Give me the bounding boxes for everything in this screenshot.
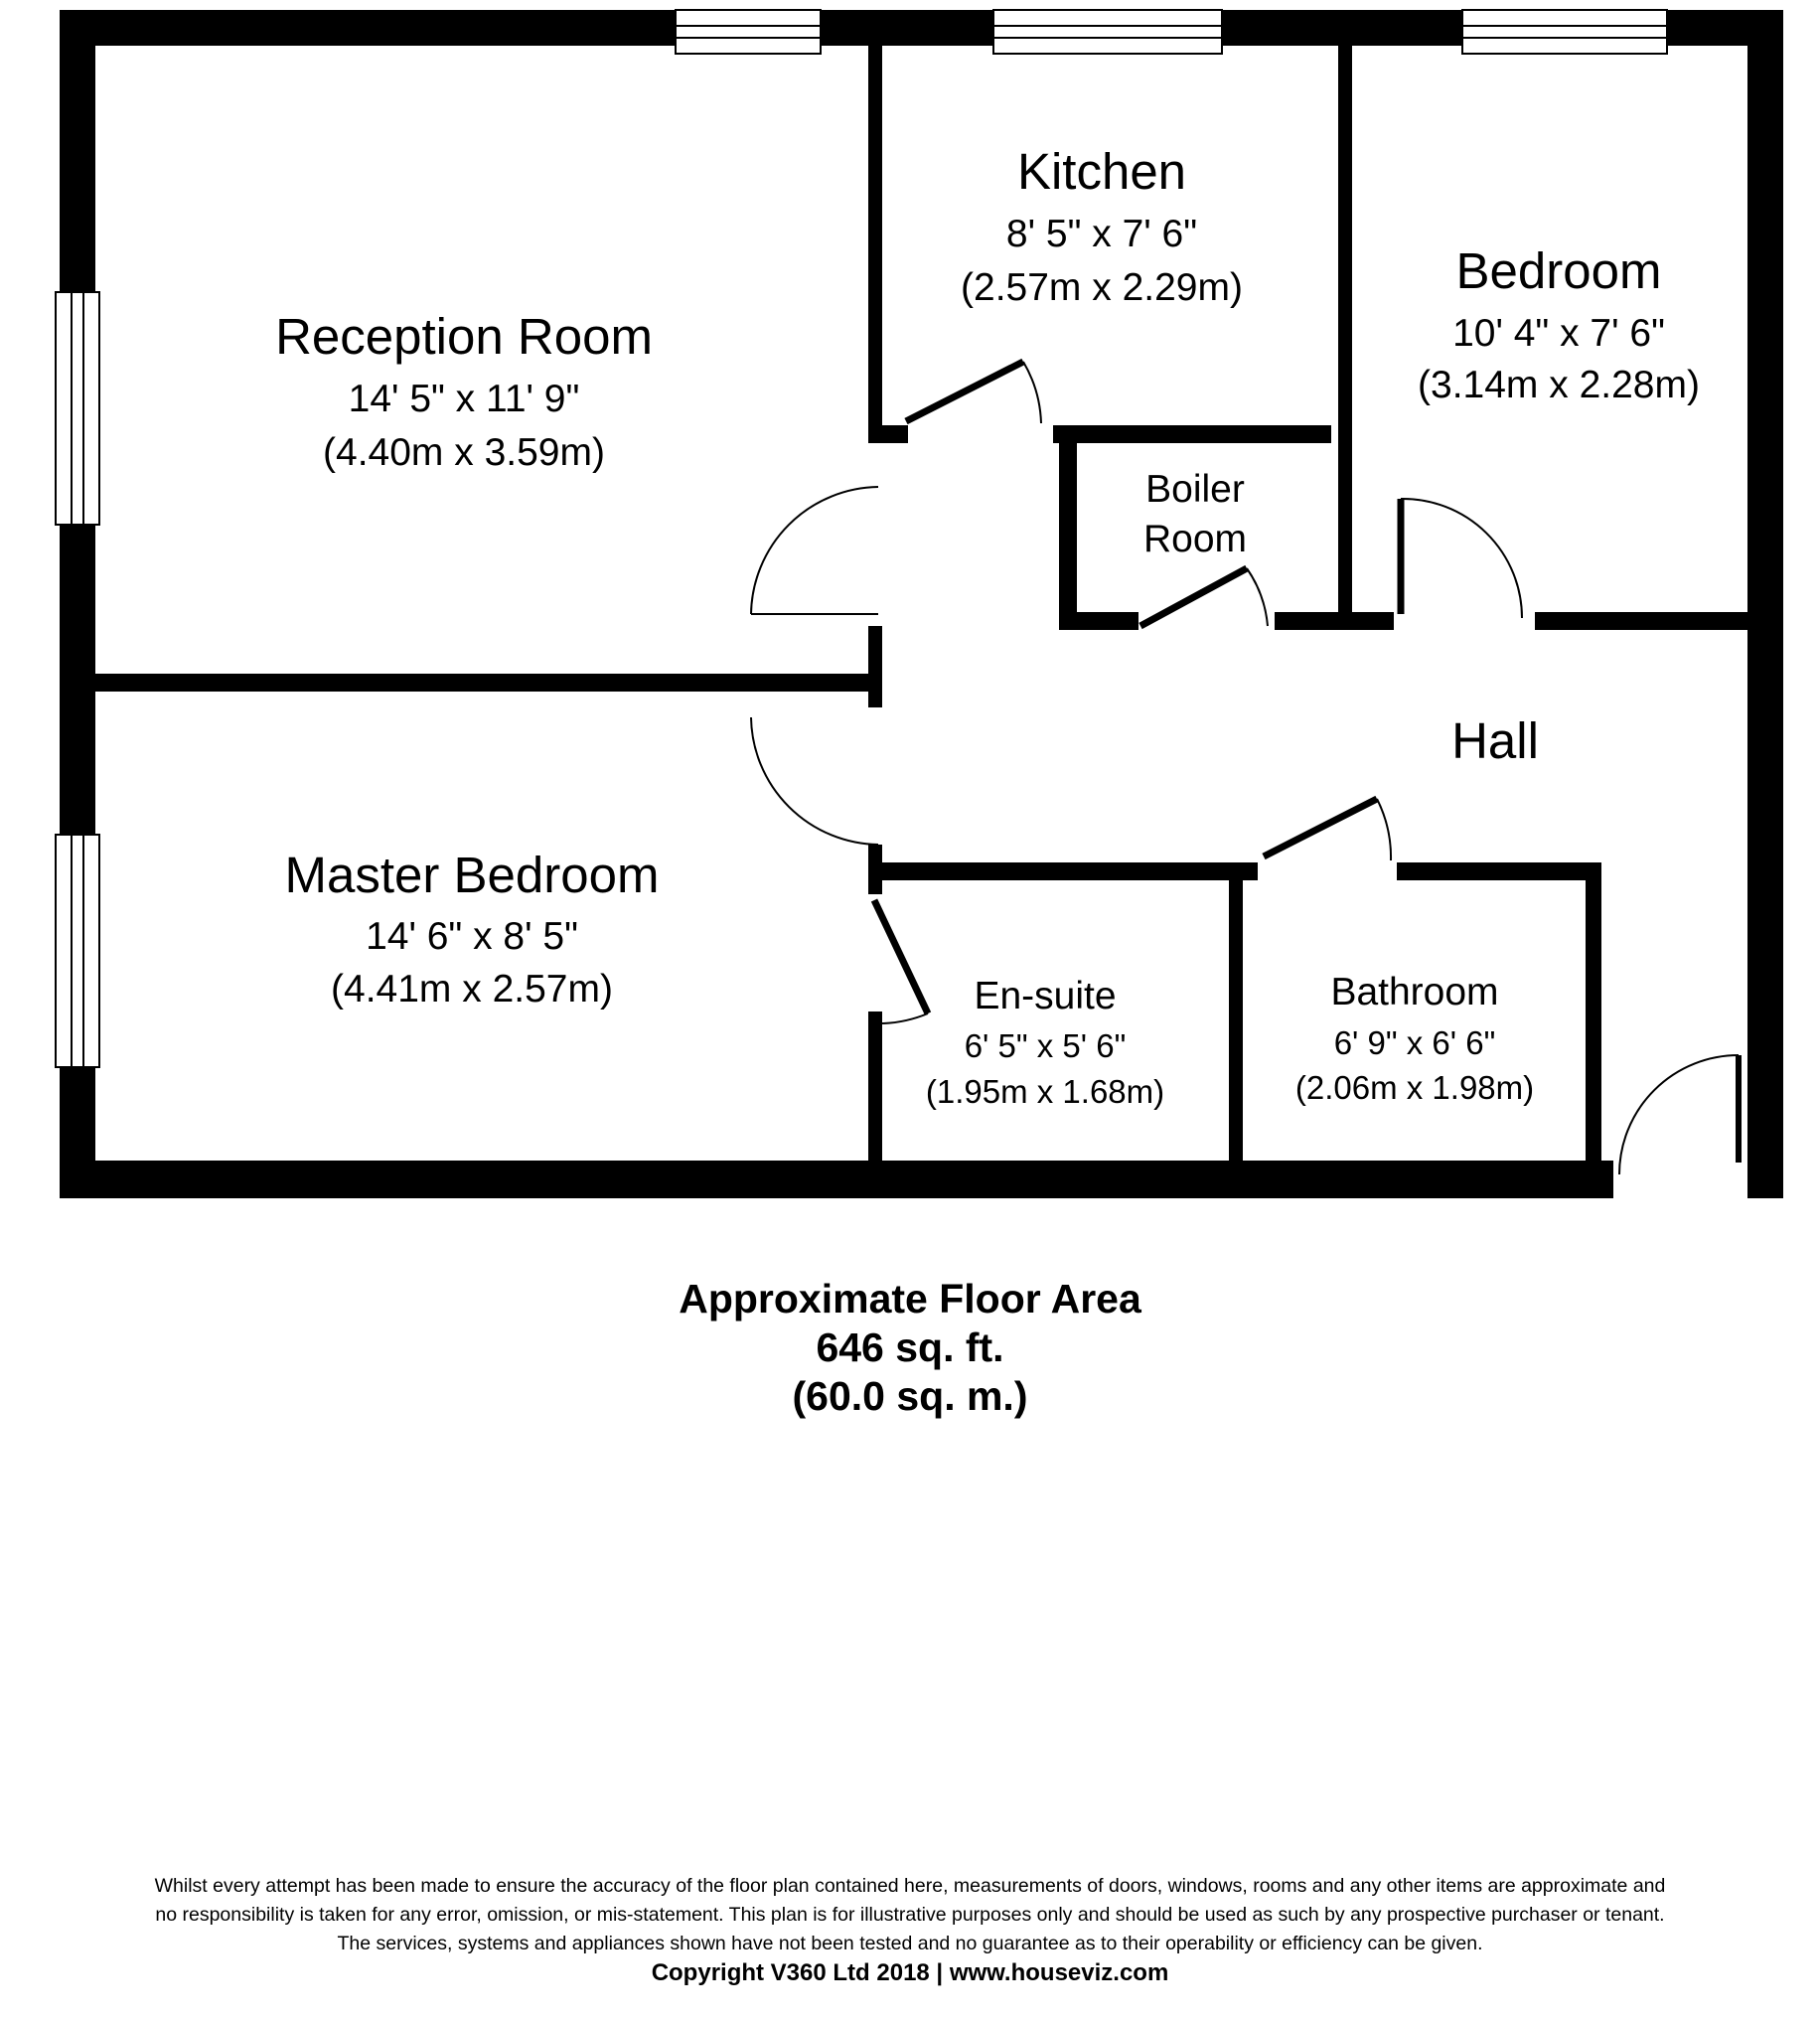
- door-master: [751, 717, 878, 845]
- room-name: Reception Room: [275, 308, 653, 365]
- outer-wall-right-upper: [1747, 10, 1783, 626]
- door-reception: [751, 487, 878, 614]
- room-size-metric: (2.06m x 1.98m): [1294, 1069, 1535, 1106]
- wall-reception-master: [95, 674, 880, 692]
- room-ensuite: [926, 975, 1164, 1110]
- disclaimer: [0, 1872, 1820, 1987]
- room-hall: [1451, 712, 1539, 769]
- door-entrance: [1619, 1055, 1739, 1174]
- wall-bathroom-right: [1586, 862, 1601, 1198]
- floor-area-heading: Approximate Floor Area: [679, 1276, 1141, 1322]
- room-size-imperial: 8' 5" x 7' 6": [1005, 213, 1198, 255]
- window-bedroom-top: [1462, 10, 1667, 54]
- door-boiler: [1140, 568, 1268, 626]
- wall-ensuite-left: [868, 1011, 882, 1161]
- room-size-metric: (1.95m x 1.68m): [925, 1073, 1165, 1110]
- room-master-bedroom: [285, 847, 660, 1011]
- disclaimer-line-3: The services, systems and appliances shown have not been tested and no guarantee as to their operability or efficiency can be given.: [337, 1933, 1483, 1954]
- room-size-imperial: 6' 5" x 5' 6": [964, 1027, 1127, 1064]
- floor-area-summary: [0, 1275, 1820, 1421]
- room-name: Master Bedroom: [284, 847, 660, 903]
- wall-hall-upper-left: [868, 626, 882, 707]
- wall-boiler-bottom-left: [1059, 612, 1138, 630]
- room-name-line2: Room: [1142, 518, 1248, 560]
- room-name: Bathroom: [1330, 971, 1499, 1013]
- room-size-metric: (4.41m x 2.57m): [331, 968, 613, 1011]
- room-name: Kitchen: [1016, 143, 1187, 200]
- wall-ensuite-top: [868, 862, 1258, 880]
- wall-bathroom-top: [1397, 862, 1595, 880]
- outer-wall-bottom: [60, 1161, 1613, 1198]
- outer-wall-right: [1747, 626, 1783, 1198]
- room-size-imperial: 6' 9" x 6' 6": [1333, 1024, 1496, 1061]
- window-master-left: [56, 835, 99, 1067]
- room-reception: [275, 308, 653, 474]
- wall-reception-kitchen: [868, 46, 882, 443]
- walls: [60, 10, 1783, 1198]
- floor-area-metric: (60.0 sq. m.): [792, 1373, 1028, 1419]
- room-size-imperial: 14' 6" x 8' 5": [366, 915, 578, 958]
- wall-kitchen-bedroom: [1338, 46, 1352, 630]
- room-size-metric: (3.14m x 2.28m): [1418, 364, 1700, 406]
- door-bedroom: [1401, 499, 1522, 618]
- windows: [56, 10, 1667, 1067]
- room-bathroom: [1295, 971, 1534, 1106]
- window-kitchen-top: [993, 10, 1222, 54]
- room-kitchen: [961, 143, 1243, 309]
- room-bedroom: [1418, 242, 1700, 406]
- wall-boiler-left: [1059, 425, 1077, 628]
- room-boiler: [1143, 468, 1247, 560]
- room-name-line1: Boiler: [1145, 468, 1245, 511]
- door-bathroom: [1264, 799, 1391, 860]
- wall-kitchen-bottom: [1053, 425, 1331, 443]
- disclaimer-line-2: no responsibility is taken for any error, omission, or mis-statement. This plan is for illustrative purposes only and should be used as such by any prospective purchaser or tenant.: [155, 1904, 1665, 1926]
- room-size-metric: (4.40m x 3.59m): [323, 431, 605, 474]
- room-name: En-suite: [974, 975, 1117, 1017]
- wall-ensuite-bathroom: [1229, 862, 1243, 1161]
- room-name: Hall: [1451, 712, 1539, 769]
- room-size-imperial: 10' 4" x 7' 6": [1452, 312, 1665, 355]
- window-reception-left: [56, 292, 99, 525]
- door-ensuite: [874, 900, 928, 1023]
- room-name: Bedroom: [1455, 242, 1662, 299]
- wall-boiler-bottom-right: [1275, 612, 1394, 630]
- door-kitchen: [906, 362, 1041, 423]
- window-reception-top: [676, 10, 821, 54]
- wall-stub-kitchen: [868, 425, 908, 443]
- wall-bedroom-bottom: [1535, 612, 1747, 630]
- copyright-notice: Copyright V360 Ltd 2018 | www.houseviz.com: [651, 1959, 1169, 1986]
- room-size-metric: (2.57m x 2.29m): [961, 266, 1243, 309]
- floor-area-imperial: 646 sq. ft.: [816, 1324, 1004, 1370]
- disclaimer-line-1: Whilst every attempt has been made to ensure the accuracy of the floor plan contained here, measurements of doors, windows, rooms and any other items are approximate and: [154, 1875, 1666, 1897]
- room-size-imperial: 14' 5" x 11' 9": [348, 378, 580, 420]
